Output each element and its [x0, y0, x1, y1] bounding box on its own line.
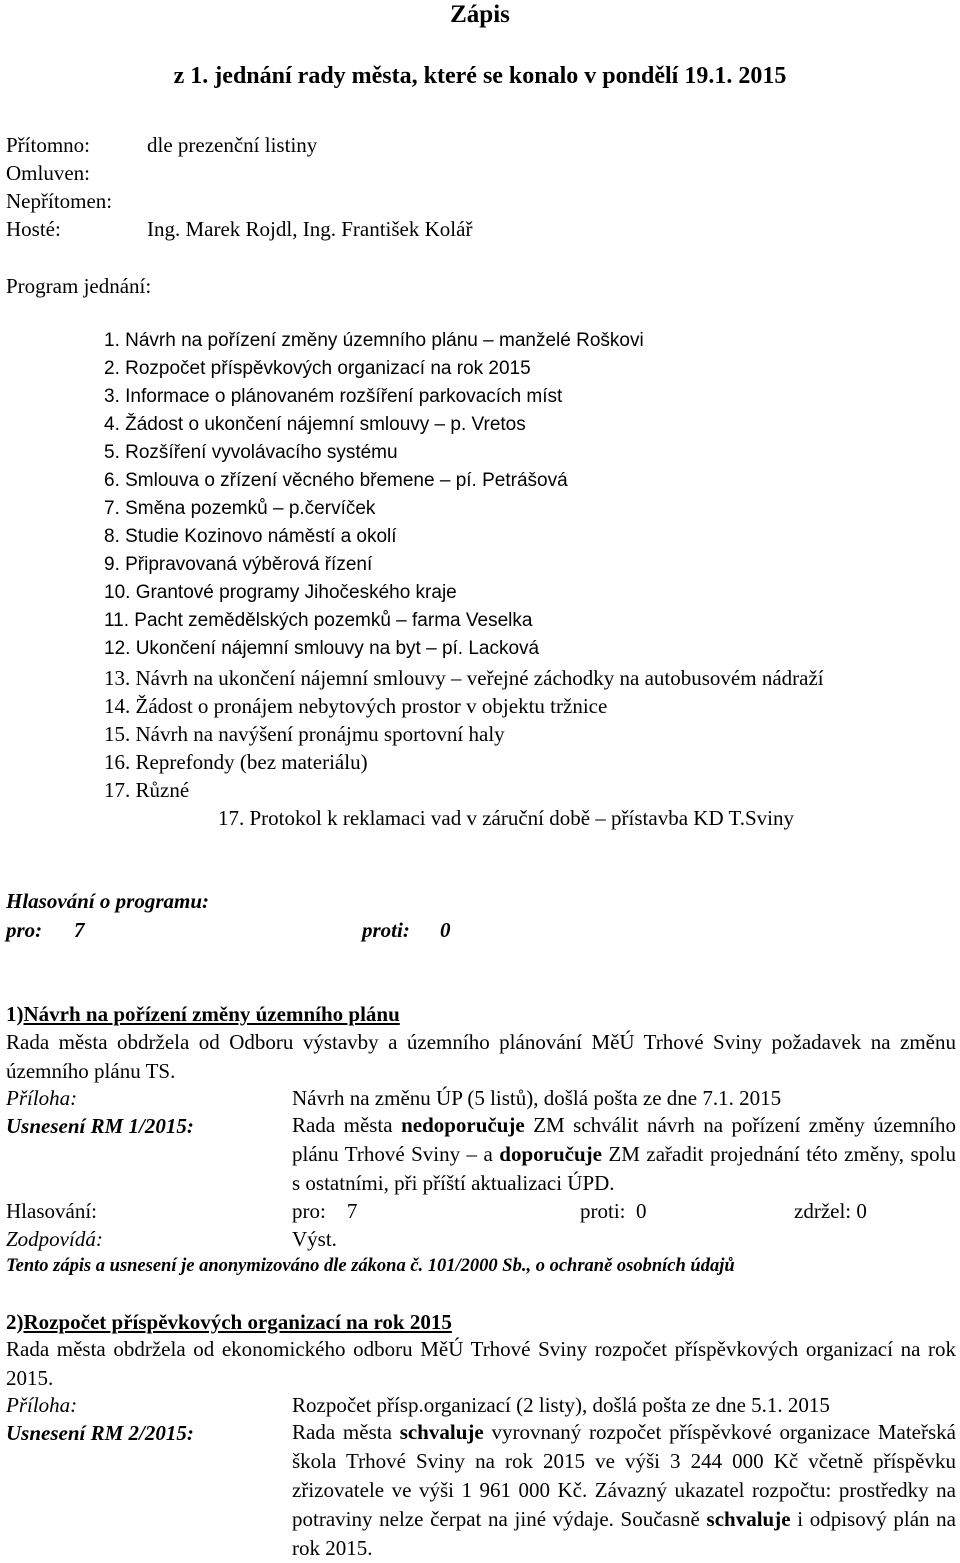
section-2-title: Rozpočet příspěvkových organizací na rok 2015 — [23, 1310, 452, 1334]
resolution-verb: doporučuje — [499, 1142, 602, 1166]
section-1-vote-proti: proti: 0 — [580, 1199, 647, 1223]
section-2-heading — [6, 1312, 452, 1333]
section-1-number: 1) — [6, 1002, 24, 1026]
section-1-resolution-label: Usnesení RM 1/2015: — [6, 1114, 194, 1138]
resolution-verb: nedoporučuje — [401, 1113, 525, 1137]
section-2-attachment-label: Příloha: — [6, 1393, 78, 1417]
section-1-title: Návrh na pořízení změny územního plánu — [23, 1002, 400, 1026]
section-1-heading — [6, 1004, 400, 1025]
resolution-verb: schvaluje — [399, 1420, 484, 1444]
present-label: Přítomno: — [6, 133, 91, 157]
program-vote-proti-value: 0 — [440, 918, 451, 942]
section-2-resolution-text — [292, 1418, 956, 1563]
program-item: 5. Rozšíření vyvolávacího systému — [104, 442, 398, 463]
section-1-vote-zdrzel: zdržel: 0 — [794, 1199, 867, 1223]
program-item: 7. Směna pozemků – p.červíček — [104, 498, 376, 519]
program-item: 11. Pacht zemědělských pozemků – farma Veselka — [104, 610, 533, 631]
present-value: dle prezenční listiny — [147, 133, 318, 157]
program-item: 4. Žádost o ukončení nájemní smlouvy – p. Vretos — [104, 414, 526, 435]
program-item: 6. Smlouva o zřízení věcného břemene – pí. Petrášová — [104, 470, 568, 491]
section-1-vote-pro: pro: 7 — [292, 1199, 358, 1223]
section-1-attachment-value: Návrh na změnu ÚP (5 listů), došlá pošta ze dne 7.1. 2015 — [292, 1086, 782, 1110]
program-vote-heading: Hlasování o programu: — [6, 889, 210, 913]
resolution-text: Rada města — [292, 1113, 402, 1137]
program-item: 3. Informace o plánovaném rozšíření parkovacích míst — [104, 386, 563, 407]
program-item: 8. Studie Kozinovo náměstí a okolí — [104, 526, 397, 547]
section-1-vote-label: Hlasování: — [6, 1199, 97, 1223]
program-label: Program jednání: — [6, 274, 152, 298]
anonymization-note: Tento zápis a usnesení je anonymizováno dle zákona č. 101/2000 Sb., o ochraně osobních údajů — [6, 1256, 735, 1276]
guests-label: Hosté: — [6, 217, 61, 241]
section-2-resolution-label: Usnesení RM 2/2015: — [6, 1421, 194, 1445]
program-subitem: 17. Protokol k reklamaci vad v záruční době – přístavba KD T.Sviny — [218, 806, 795, 830]
page-title: Zápis — [450, 1, 510, 28]
resolution-verb: schvaluje — [706, 1507, 791, 1531]
resolution-text: ZM schválit návrh na pořízení změny územního plánu Trhové Sviny – a — [292, 1113, 957, 1166]
section-1-resolution-text — [292, 1111, 956, 1198]
program-item: 2. Rozpočet příspěvkových organizací na rok 2015 — [104, 358, 531, 379]
section-1-responsible-value: Výst. — [292, 1227, 337, 1251]
program-vote-pro-label: pro: — [6, 918, 43, 942]
program-item: 10. Grantové programy Jihočeského kraje — [104, 582, 457, 603]
resolution-text: vyrovnaný rozpočet příspěvkové organizace Mateřská škola Trhové Sviny na rok 2015 ve výši 3 244 000 Kč včetně příspěvku zřizovatele ve výši 1 961 000 Kč. Závazný ukazatel rozpočtu: prostředky na potraviny nelze čerpat na jiné výdaje. Současně — [292, 1420, 956, 1531]
resolution-text: Rada města — [292, 1420, 400, 1444]
program-item: 9. Připravovaná výběrová řízení — [104, 554, 373, 575]
section-1-attachment-label: Příloha: — [6, 1086, 78, 1110]
program-item: 12. Ukončení nájemní smlouvy na byt – pí. Lacková — [104, 638, 540, 659]
section-1-responsible-label: Zodpovídá: — [6, 1227, 103, 1251]
program-vote-pro-value: 7 — [74, 918, 85, 942]
resolution-text: i odpisový plán na rok 2015. — [292, 1507, 957, 1560]
guests-value: Ing. Marek Rojdl, Ing. František Kolář — [147, 217, 473, 241]
section-2-body: Rada města obdržela od ekonomického odboru MěÚ Trhové Sviny rozpočet příspěvkových organizací na rok 2015. — [6, 1337, 956, 1390]
resolution-text: ZM zařadit projednání této změny, spolu s ostatními, při příští aktualizaci ÚPD. — [292, 1142, 956, 1195]
absent-label: Nepřítomen: — [6, 189, 113, 213]
excused-label: Omluven: — [6, 161, 90, 185]
program-item: 14. Žádost o pronájem nebytových prostor v objektu tržnice — [104, 694, 608, 718]
section-1-body: Rada města obdržela od Odboru výstavby a územního plánování MěÚ Trhové Sviny požadavek na změnu územního plánu TS. — [6, 1030, 956, 1083]
program-item: 15. Návrh na navýšení pronájmu sportovní haly — [104, 722, 505, 746]
meeting-subtitle: z 1. jednání rady města, které se konalo v pondělí 19.1. 2015 — [173, 63, 787, 89]
program-item: 1. Návrh na pořízení změny územního plánu – manželé Roškovi — [104, 330, 644, 351]
program-item: 13. Návrh na ukončení nájemní smlouvy – veřejné záchodky na autobusovém nádraží — [104, 666, 824, 690]
program-vote-proti-label: proti: — [362, 918, 410, 942]
section-2-attachment-value: Rozpočet přísp.organizací (2 listy), došlá pošta ze dne 5.1. 2015 — [292, 1393, 830, 1417]
program-item: 16. Reprefondy (bez materiálu) — [104, 750, 368, 774]
section-2-number: 2) — [6, 1310, 24, 1334]
program-item: 17. Různé — [104, 778, 190, 802]
